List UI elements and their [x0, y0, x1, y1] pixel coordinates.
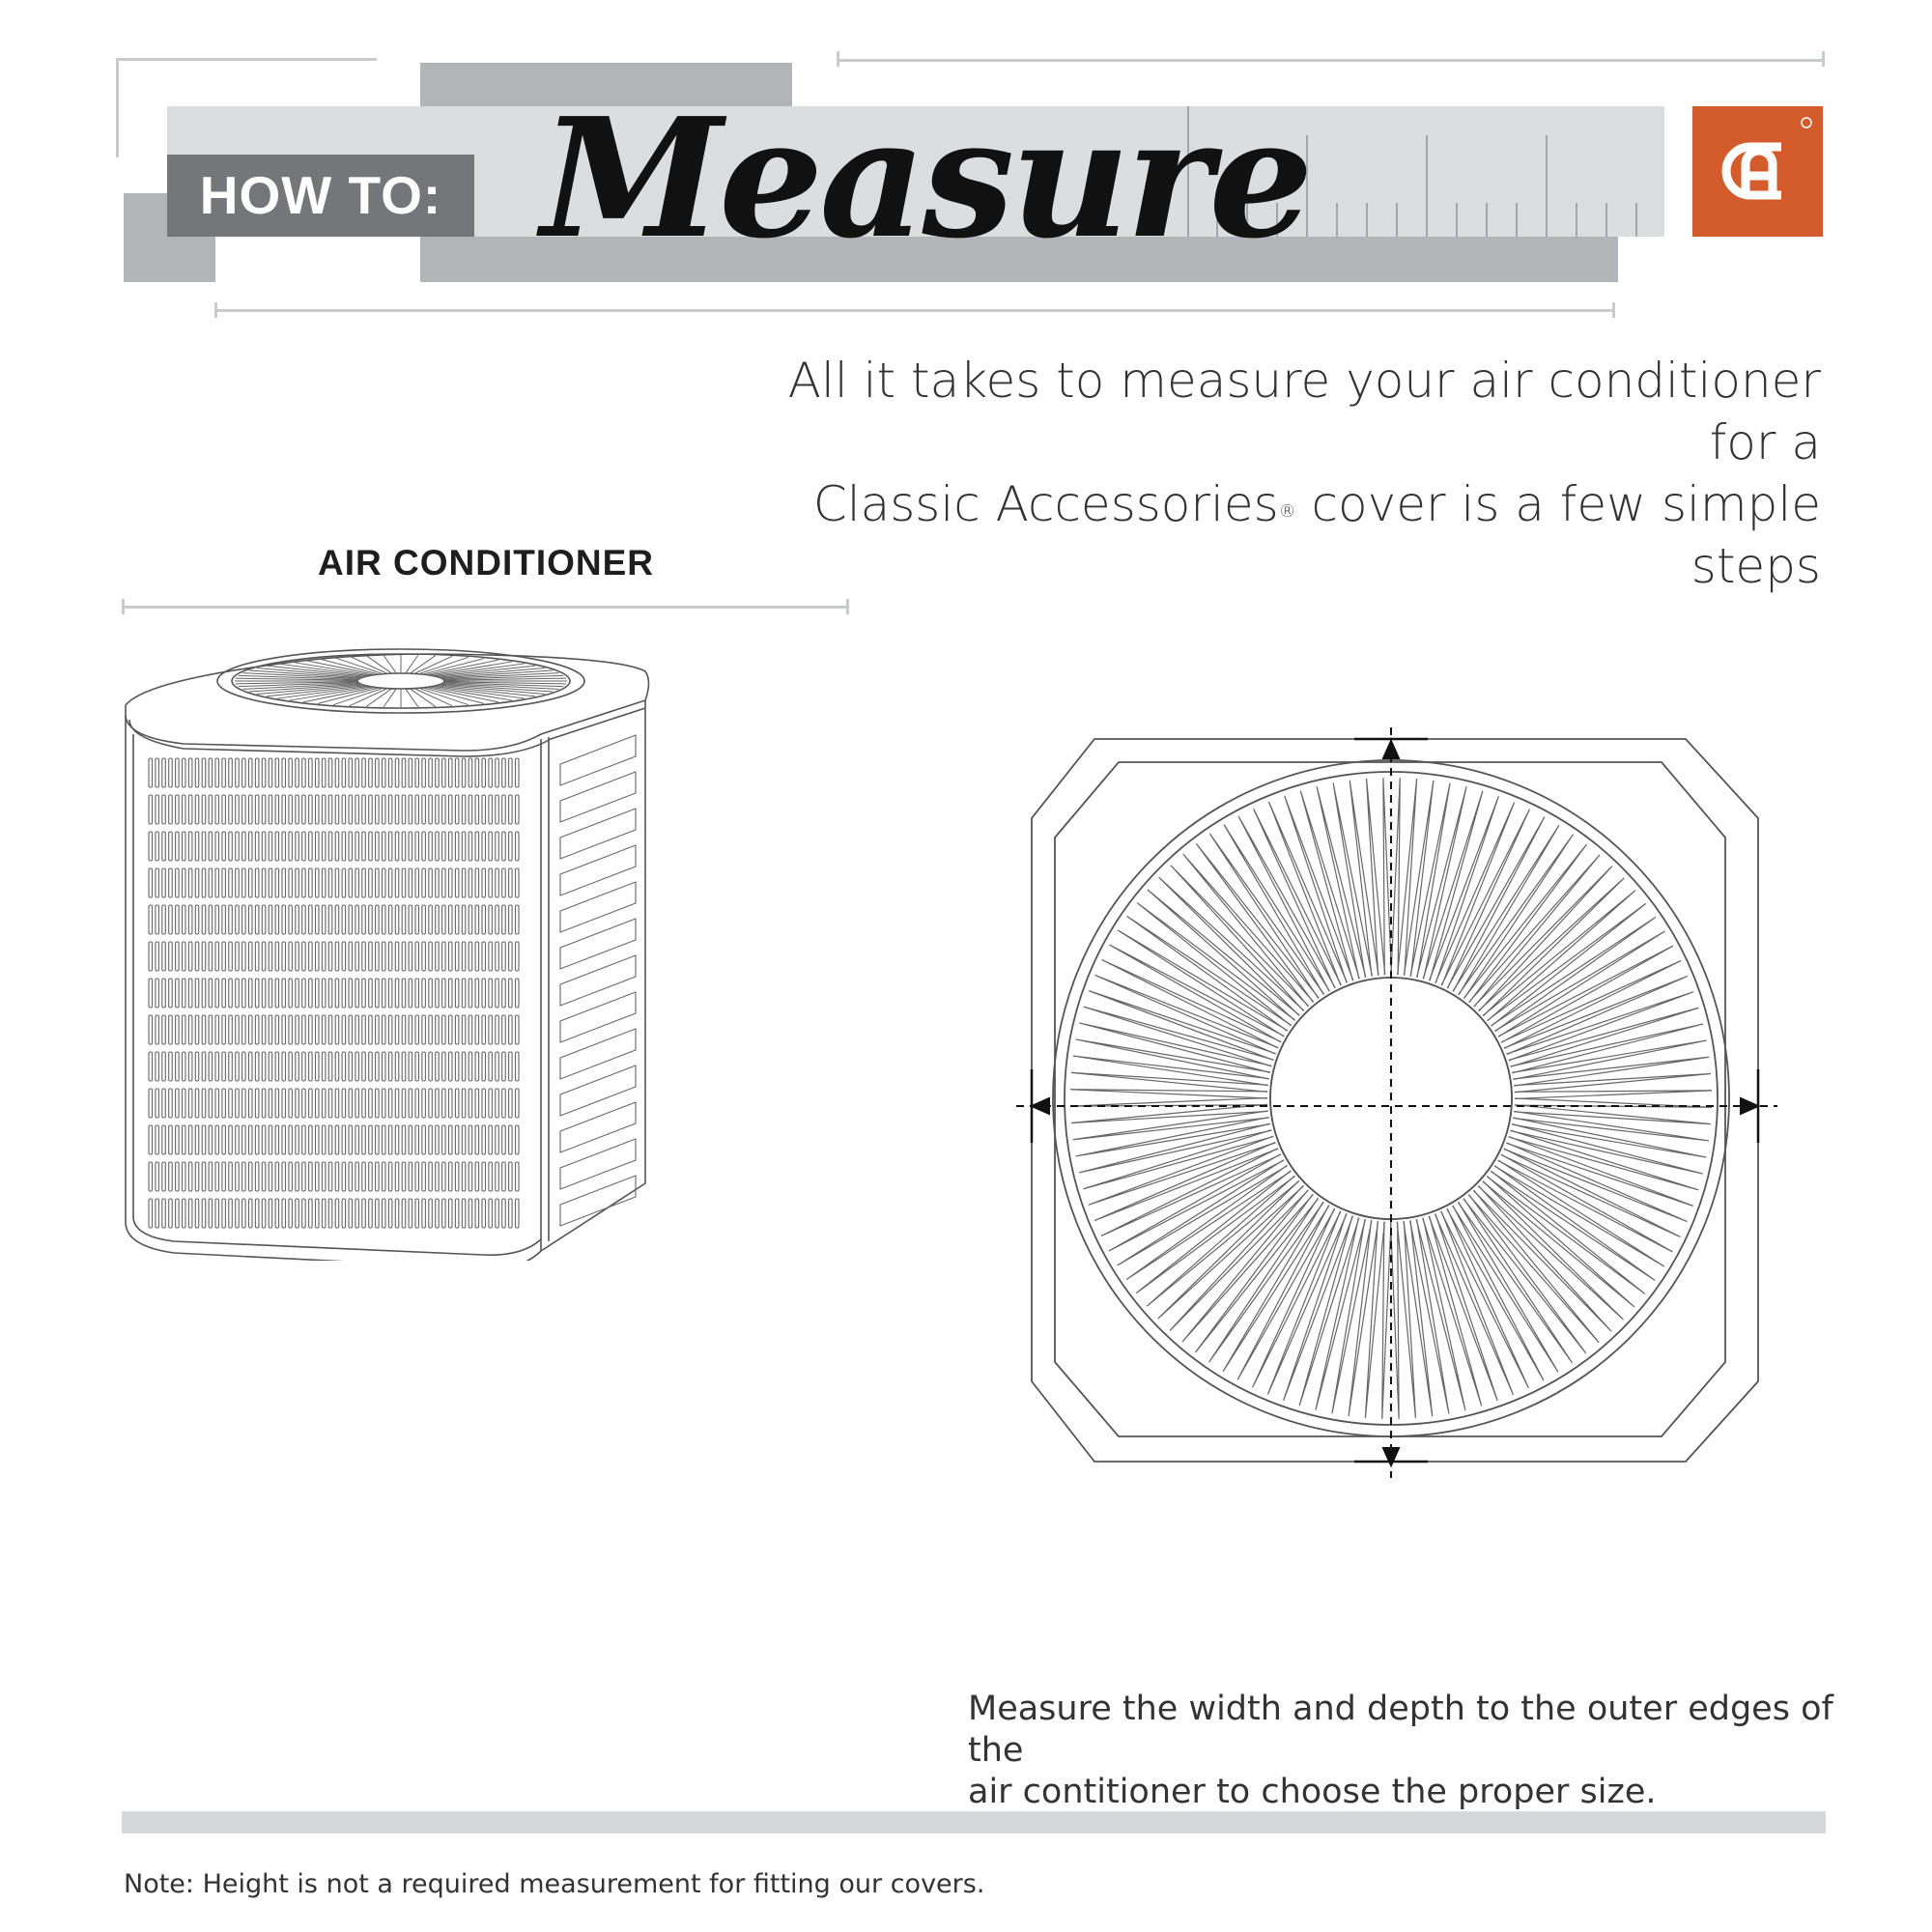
- instruction-line-2: air contitioner to choose the proper size.: [968, 1773, 1657, 1811]
- product-label: AIR CONDITIONER: [318, 543, 654, 582]
- header-rule-bottom-tick-a: [214, 302, 217, 318]
- footer-divider: [122, 1811, 1826, 1833]
- header-rule-left-vertical: [116, 58, 119, 157]
- product-label-rule-tick-a: [122, 599, 125, 614]
- instruction-line-1: Measure the width and depth to the outer edges of the: [968, 1690, 1833, 1770]
- intro-line-2-rest: cover is a few simple steps: [1295, 476, 1821, 594]
- classic-accessories-logo-icon: [1692, 106, 1823, 237]
- header-rule-top-left: [116, 58, 377, 61]
- arrow-left-icon: [1032, 1098, 1049, 1114]
- footer-note: Note: Height is not a required measurement for fitting our covers.: [124, 1869, 985, 1899]
- intro-line-1: All it takes to measure your air conditioner for a: [787, 353, 1821, 470]
- page-title: Measure: [541, 82, 1310, 275]
- product-label-rule: [122, 606, 849, 609]
- intro-text: [710, 350, 1821, 597]
- header-rule-top-right-tick-b: [1822, 51, 1825, 67]
- registered-mark: ®: [1278, 501, 1296, 522]
- intro-line-2: [710, 473, 1821, 597]
- instruction-text: [968, 1689, 1837, 1813]
- arrow-right-icon: [1741, 1098, 1758, 1114]
- header-rule-top-right-tick-a: [837, 51, 839, 67]
- howto-label: HOW TO:: [167, 155, 474, 237]
- arrow-top-icon: [1383, 741, 1399, 758]
- air-conditioner-illustration: [116, 642, 667, 1261]
- top-view-diagram: [1005, 710, 1816, 1488]
- header-rule-top-right: [837, 59, 1825, 62]
- product-label-rule-tick-b: [846, 599, 849, 614]
- arrow-bottom-icon: [1383, 1448, 1399, 1465]
- header-rule-bottom-tick-b: [1612, 302, 1615, 318]
- header-rule-bottom: [214, 309, 1615, 312]
- brand-name: Classic Accessories: [812, 476, 1279, 532]
